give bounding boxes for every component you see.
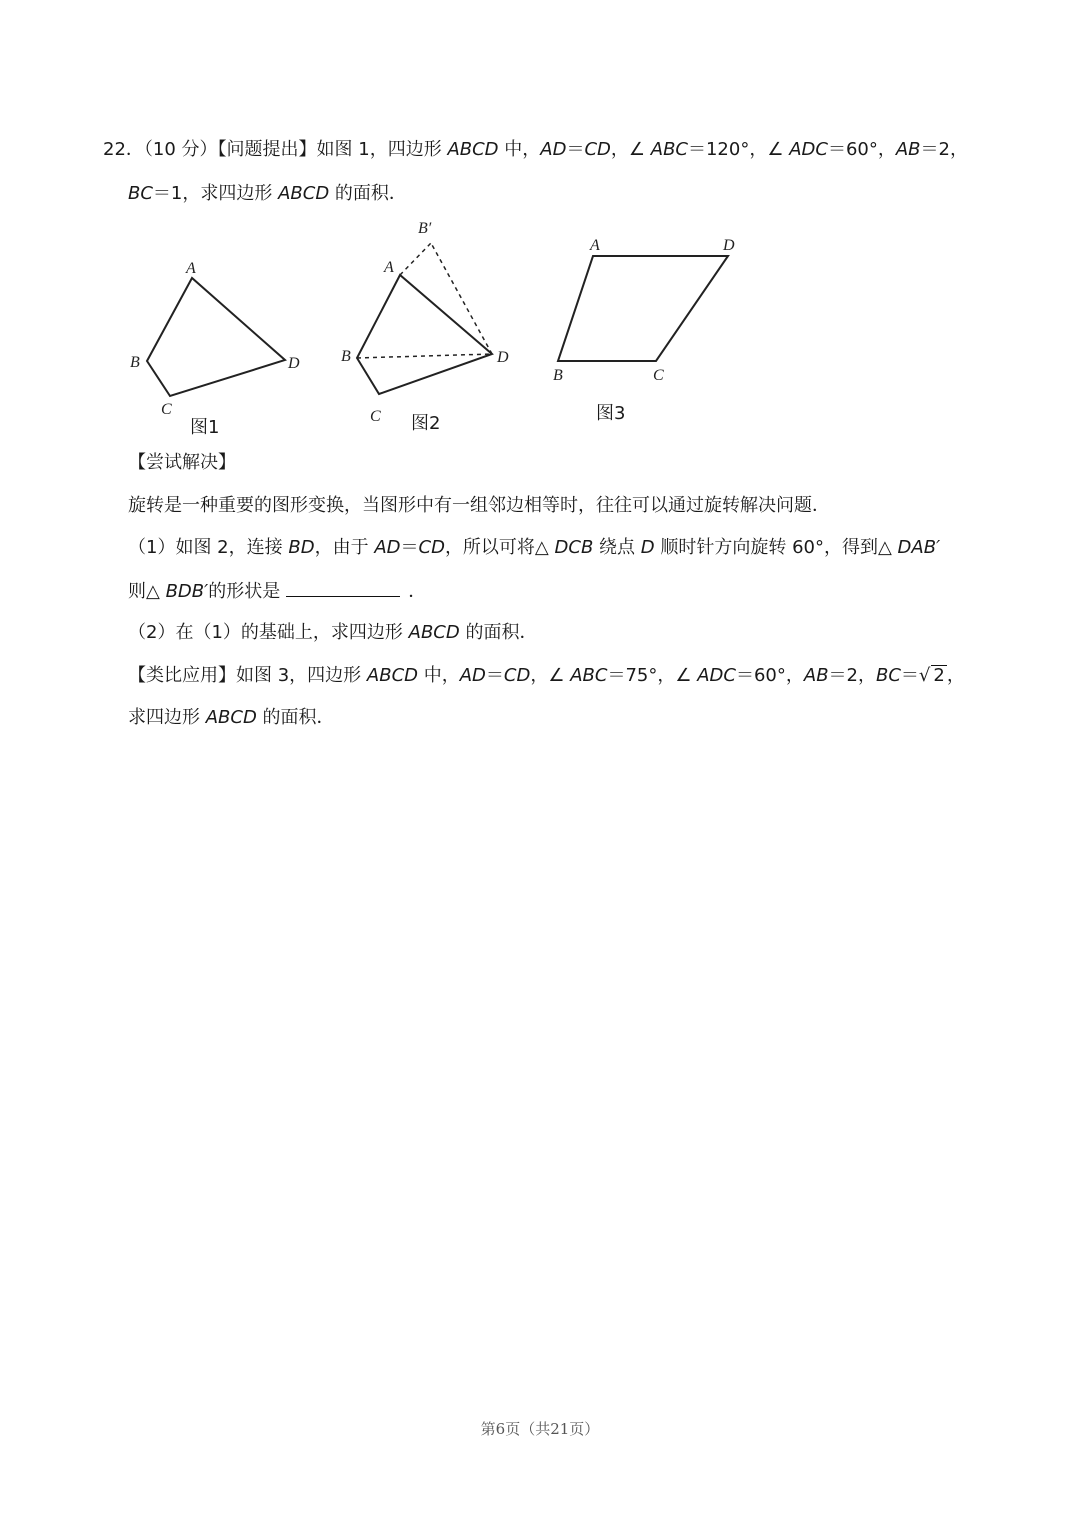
math-var: DAB′	[897, 537, 941, 558]
fig3-label-a: A	[590, 237, 600, 254]
fig1-caption: 图1	[190, 417, 220, 438]
analog-line-1	[128, 664, 965, 688]
fig2-quadrilateral	[357, 275, 492, 394]
math-var: AB	[895, 139, 921, 160]
text-run: 中，	[498, 139, 541, 160]
fig2-dashed-bd	[357, 354, 492, 358]
text-run: （2）在（1）的基础上，求四边形	[128, 622, 409, 643]
figure-2	[338, 215, 538, 425]
fig1-label-b: B	[130, 354, 140, 371]
fig2-label-c: C	[370, 408, 381, 425]
fig1-label-a: A	[186, 260, 196, 277]
text-run: ＝1，求四边形	[152, 183, 279, 204]
text-run: 绕点	[593, 537, 641, 558]
fig1-quadrilateral	[147, 278, 285, 396]
part1-line2-b: BDB′	[165, 581, 209, 602]
text-run: 的面积．	[329, 183, 407, 204]
sqrt-value: 2	[933, 665, 945, 686]
fig2-label-b: B	[341, 348, 351, 365]
text-run: ，∠	[610, 139, 651, 160]
fig2-caption: 图2	[411, 413, 441, 434]
part1-line-2	[128, 578, 426, 604]
math-var: AB	[803, 665, 829, 686]
fig3-caption: 图3	[596, 403, 626, 424]
analog-comma: ，	[946, 665, 965, 686]
text-run: ＝	[485, 665, 504, 686]
math-var: DCB	[554, 537, 594, 558]
question-line-1	[103, 138, 968, 162]
math-var: AD	[374, 537, 401, 558]
math-var: CD	[584, 139, 611, 160]
fig2-label-a: A	[384, 259, 394, 276]
answer-blank[interactable]	[286, 578, 400, 597]
math-var: ABCD	[408, 622, 460, 643]
fig3-label-b: B	[553, 367, 563, 384]
figure-3	[548, 230, 748, 390]
text-run: ，由于	[314, 537, 375, 558]
part1-line2-c: 的形状是	[208, 581, 281, 602]
text-run: 22．（10 分）【问题提出】如图 1，四边形	[103, 139, 448, 160]
fig2-label-d: D	[497, 349, 509, 366]
text-run: 顺时针方向旋转 60°，得到△	[654, 537, 898, 558]
fig3-quadrilateral	[558, 256, 728, 361]
math-var: AD	[540, 139, 567, 160]
fig1-label-c: C	[161, 401, 172, 418]
analog-line1-text	[128, 665, 919, 686]
text-run: ＝75°，∠	[607, 665, 698, 686]
math-var: BC	[128, 183, 153, 204]
text-run: （1）如图 2，连接	[128, 537, 289, 558]
math-var: AD	[459, 665, 486, 686]
text-run: ，所以可将△	[444, 537, 555, 558]
try-heading: 【尝试解决】	[128, 452, 236, 473]
fig3-label-c: C	[653, 367, 664, 384]
text-run: ，∠	[530, 665, 571, 686]
analog-line-2	[128, 706, 335, 730]
page-footer: 第6页（共21页）	[480, 1420, 600, 1438]
math-var: D	[640, 537, 655, 558]
part1-line2-a: 则△	[128, 581, 166, 602]
fig2-label-bp: B′	[418, 220, 432, 237]
text-run: 的面积．	[459, 622, 538, 643]
fig2-dashed-ab-prime	[400, 243, 431, 275]
text-run: 求四边形	[128, 707, 206, 728]
text-run: ＝120°，∠	[687, 139, 790, 160]
text-run: ＝60°，	[827, 139, 896, 160]
text-run: ＝2，	[828, 665, 876, 686]
text-run: ＝60°，	[735, 665, 804, 686]
part2-line	[128, 621, 537, 645]
question-line-2	[128, 182, 407, 206]
math-var: ABC	[570, 665, 608, 686]
text-run: ＝2，	[920, 139, 968, 160]
part1-line-1	[128, 536, 940, 560]
figure-1	[128, 255, 318, 425]
part1-line2-d: ．	[408, 581, 427, 602]
fig1-label-d: D	[288, 355, 300, 372]
math-var: ABCD	[447, 139, 499, 160]
math-var: ABCD	[366, 665, 418, 686]
text-run: 的面积．	[256, 707, 335, 728]
math-var: ADC	[697, 665, 736, 686]
fig2-dashed-db-prime	[431, 243, 492, 354]
text-run: 中，	[418, 665, 460, 686]
math-var: BC	[876, 665, 901, 686]
math-var: ABCD	[278, 183, 330, 204]
math-var: ABCD	[205, 707, 257, 728]
text-run: ＝	[566, 139, 585, 160]
math-var: CD	[418, 537, 445, 558]
sqrt-symbol: √	[918, 665, 931, 686]
fig3-label-d: D	[723, 237, 735, 254]
text-run: ＝	[400, 537, 419, 558]
text-run: 【类比应用】如图 3，四边形	[128, 665, 367, 686]
math-var: ABC	[650, 139, 688, 160]
math-var: BD	[288, 537, 315, 558]
try-text: 旋转是一种重要的图形变换，当图形中有一组邻边相等时，往往可以通过旋转解决问题．	[128, 495, 830, 516]
math-var: CD	[503, 665, 531, 686]
text-run: ＝	[900, 665, 919, 686]
math-var: ADC	[789, 139, 828, 160]
